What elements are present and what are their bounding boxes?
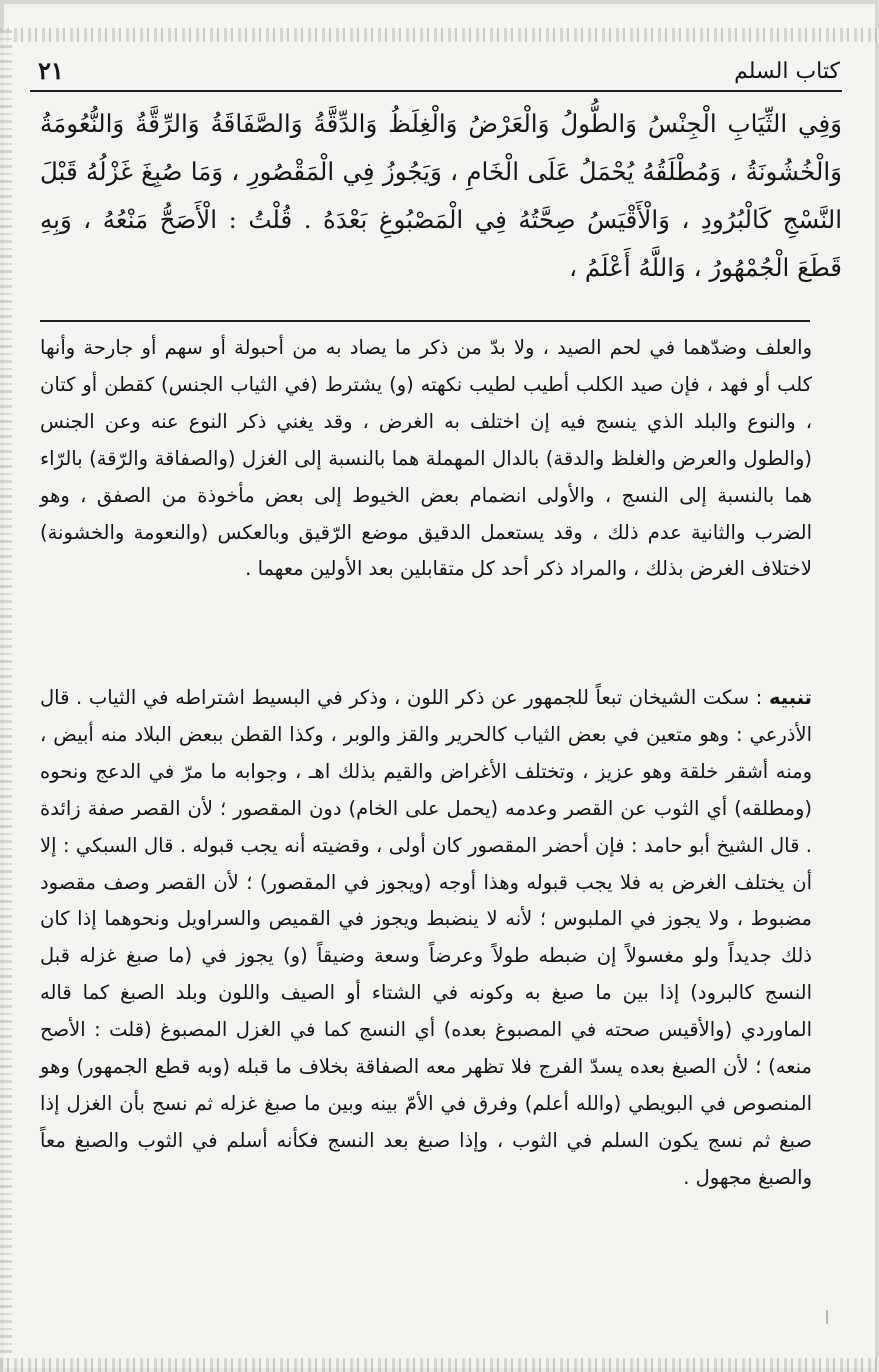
commentary-block-two (40, 680, 812, 1197)
note-body: : سكت الشيخان تبعاً للجمهور عن ذكر اللون ، وذكر في البسيط اشتراطه في الثياب . قال الأذرعي : وهو متعين في بعض الثياب كالحرير والقز والوبر ، وكذا القطن ببعض البلاد منه أبيض ، ومنه أشقر خلقة وهو عزيز ، وتختلف الأغراض والقيم بذلك اهـ ، وجوابه ما مرّ في الدعج ونحوه (ومطلقه) أي الثوب عن القصر وعدمه (يحمل على الخام) دون المقصور ؛ لأن القصر صفة زائدة . قال الشيخ أبو حامد : فإن أحضر المقصور كان أولى ، وقضيته أنه يجب قبوله . قال السبكي : إلا أن يختلف الغرض به فلا يجب قبوله وهذا أوجه (ويجوز في المقصور) ؛ لأن القصر وصف مقصود مضبوط ، ولا يجوز في الملبوس ؛ لأنه لا ينضبط ويجوز في القميص والسراويل ونحوهما إذا كان ذلك جديداً ولو مغسولاً إن ضبطه طولاً وعرضاً وسعة وضيقاً (و) يجوز في (ما صبغ غزله قبل النسج كالبرود) إذا بين ما صبغ به وكونه في الشتاء أو الصيف واللون وبلد الصبغ كما قاله الماوردي (والأقيس صحته في المصبوغ بعده) أي النسج كما في الغزل المصبوغ (قلت : الأصح منعه) ؛ لأن الصبغ بعده يسدّ الفرج فلا تظهر معه الصفاقة بخلاف ما قبله (وبه قطع الجمهور) وهو المنصوص في البويطي (والله أعلم) وفرق في الأمّ بينه وبين ما صبغ غزله ثم نسج بأن الغزل إذا صبغ ثم نسج يكون السلم في الثوب ، وإذا صبغ بعد النسج فكأنه أسلم في الثوب والصبغ معاً والصبغ مجهول . (40, 686, 812, 1189)
page-number: ٢١ (38, 56, 64, 85)
matn-paragraph: وَفِي الثِّيَابِ الْجِنْسُ وَالطُّولُ وَالْعَرْضُ وَالْغِلَظُ وَالدِّقَّةُ وَالصَّفَاقَةُ وَالرِّقَّةُ وَالنُّعُومَةُ وَالْخُشُونَةُ ، وَمُطْلَقُهُ يُحْمَلُ عَلَى الْخَامِ ، وَيَجُوزُ فِي الْمَقْصُورِ ، وَمَا صُبِغَ غَزْلُهُ قَبْلَ النَّسْجِ كَالْبُرُودِ ، وَالْأَقْيَسُ صِحَّتُهُ فِي الْمَصْبُوغِ بَعْدَهُ . قُلْتُ : الْأَصَحُّ مَنْعُهُ ، وَبِهِ قَطَعَ الْجُمْهُورُ ، وَاللَّهُ أَعْلَمُ ، (40, 109, 842, 282)
note-label: تنبيه (768, 686, 812, 709)
page-header (30, 46, 842, 92)
scan-edge-bottom (0, 1358, 879, 1372)
scan-mark (826, 1310, 828, 1324)
commentary-block-one (40, 330, 812, 588)
note-paragraph (40, 680, 812, 1197)
scan-edge-top (0, 28, 879, 42)
matn-divider (40, 320, 810, 322)
commentary-paragraph: والعلف وضدّهما في لحم الصيد ، ولا بدّ من ذكر ما يصاد به من أحبولة أو سهم أو جارحة وأنها كلب أو فهد ، فإن صيد الكلب أطيب لطيب نكهته (و) يشترط (في الثياب الجنس) كقطن أو كتان ، والنوع والبلد الذي ينسج فيه إن اختلف به الغرض ، وقد يغني ذكر النوع عنه وعن الجنس (والطول والعرض والغلظ والدقة) بالدال المهملة هما بالنسبة إلى الغزل (والصفاقة والرّقة) بالرّاء هما بالنسبة إلى النسج ، والأولى انضمام بعض الخيوط إلى بعض مأخوذة من الصفق ، وهو الضرب والثانية عدم ذلك ، وقد يستعمل الدقيق موضع الرّقيق وبالعكس (والنعومة والخشونة) لاختلاف الغرض بذلك ، والمراد ذكر أحد كل متقابلين بعد الأولين معهما . (40, 336, 812, 581)
matn-text-block (40, 100, 842, 292)
scan-edge-left (0, 30, 12, 1360)
book-title: كتاب السلم (734, 59, 840, 84)
